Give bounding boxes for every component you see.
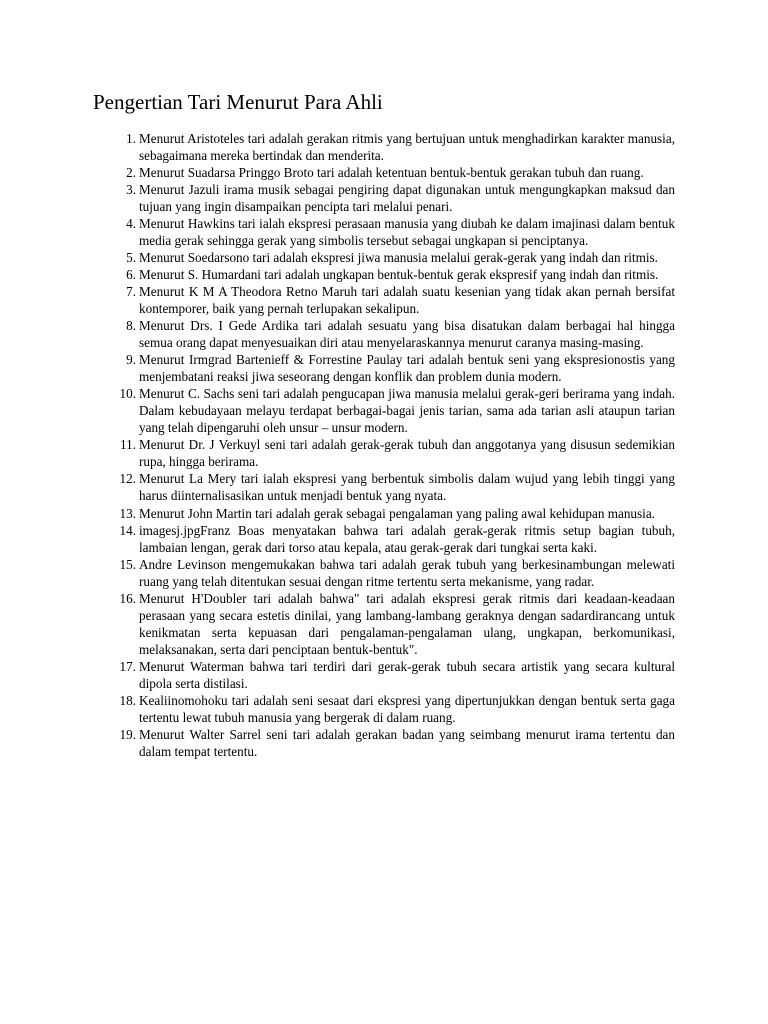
list-item xyxy=(0,215,768,249)
list-item xyxy=(0,522,768,556)
item-number: 4. xyxy=(126,215,136,231)
page-title: Pengertian Tari Menurut Para Ahli xyxy=(93,90,383,114)
list-item xyxy=(0,556,768,590)
list-item xyxy=(0,692,768,726)
item-number: 9. xyxy=(126,352,136,368)
list-item xyxy=(0,436,768,470)
item-text: Menurut Drs. I Gede Ardika tari adalah sesuatu yang bisa disatukan dalam berbagai hal hingga semua orang dapat menyesuaikan diri atau menyelaraskannya menurut caranya masing-masing. xyxy=(139,318,675,351)
item-number: 19. xyxy=(119,727,136,743)
item-text: Menurut Jazuli irama musik sebagai pengiring dapat digunakan untuk mengungkapkan maksud dan tujuan yang ingin disampaikan pencipta tari melalui penari. xyxy=(139,181,675,214)
item-text: Menurut Dr. J Verkuyl seni tari adalah gerak-gerak tubuh dan anggotanya yang disusun sedemikian rupa, hingga berirama. xyxy=(139,437,675,470)
list-item xyxy=(0,351,768,385)
item-text: Menurut Walter Sarrel seni tari adalah gerakan badan yang seimbang menurut irama tertentu dan dalam tempat tertentu. xyxy=(139,727,675,760)
item-number: 5. xyxy=(126,249,136,265)
definition-list xyxy=(0,130,768,761)
list-item xyxy=(0,283,768,317)
item-number: 1. xyxy=(126,130,136,146)
item-text: Menurut Hawkins tari ialah ekspresi perasaan manusia yang diubah ke dalam imajinasi dalam bentuk media gerak sehingga gerak yang simbolis tersebut sebagai ungkapan si penciptanya. xyxy=(139,215,675,248)
item-number: 6. xyxy=(126,266,136,282)
item-number: 3. xyxy=(126,181,136,197)
item-text: Menurut K M A Theodora Retno Maruh tari adalah suatu kesenian yang tidak akan pernah bersifat kontemporer, baik yang pernah terlupakan sekalipun. xyxy=(139,283,675,316)
item-text: Menurut Waterman bahwa tari terdiri dari gerak-gerak tubuh secara artistik yang secara kultural dipola serta distilasi. xyxy=(139,658,675,691)
item-number: 10. xyxy=(119,386,136,402)
item-number: 13. xyxy=(119,505,136,521)
item-number: 15. xyxy=(119,556,136,572)
item-text: imagesj.jpgFranz Boas menyatakan bahwa tari adalah gerak-gerak ritmis setup bagian tubuh, lambaian lengan, gerak dari torso atau kepala, atau gerak-gerak dari tungkai serta kaki. xyxy=(139,522,675,555)
item-number: 11. xyxy=(120,437,136,453)
list-item xyxy=(0,726,768,760)
item-text: Menurut Suadarsa Pringgo Broto tari adalah ketentuan bentuk-bentuk gerakan tubuh dan ruang. xyxy=(139,164,644,180)
list-item xyxy=(0,181,768,215)
list-item xyxy=(0,470,768,504)
list-item xyxy=(0,249,768,266)
list-item xyxy=(0,130,768,164)
item-text: Kealiinomohoku tari adalah seni sesaat dari ekspresi yang dipertunjukkan dengan bentuk serta gaga tertentu lewat tubuh manusia yang bergerak di dalam ruang. xyxy=(139,693,675,726)
item-number: 16. xyxy=(119,590,136,606)
list-item xyxy=(0,505,768,522)
item-text: Menurut John Martin tari adalah gerak sebagai pengalaman yang paling awal kehidupan manusia. xyxy=(139,505,655,521)
list-item xyxy=(0,317,768,351)
item-number: 8. xyxy=(126,318,136,334)
item-number: 2. xyxy=(126,164,136,180)
item-text: Menurut S. Humardani tari adalah ungkapan bentuk-bentuk gerak ekspresif yang indah dan ritmis. xyxy=(139,266,659,282)
item-text: Menurut C. Sachs seni tari adalah pengucapan jiwa manusia melalui gerak-geri berirama yang indah. Dalam kebudayaan melayu terdapat berbagai-bagai jenis tarian, sama ada tarian asli ataupun tarian yang telah dipengaruhi oleh unsur – unsur modern. xyxy=(139,386,675,436)
list-item xyxy=(0,385,768,436)
item-text: Menurut La Mery tari ialah ekspresi yang berbentuk simbolis dalam wujud yang lebih tinggi yang harus diinternalisasikan untuk menjadi bentuk yang nyata. xyxy=(139,471,675,504)
list-item xyxy=(0,590,768,658)
list-item xyxy=(0,658,768,692)
list-item xyxy=(0,266,768,283)
item-number: 18. xyxy=(119,693,136,709)
list-item xyxy=(0,164,768,181)
item-text: Menurut Soedarsono tari adalah ekspresi jiwa manusia melalui gerak-gerak yang indah dan ritmis. xyxy=(139,249,658,265)
item-text: Menurut Irmgrad Bartenieff & Forrestine Paulay tari adalah bentuk seni yang ekspresionostis yang menjembatani reaksi jiwa seseorang dengan konflik dan problem dunia modern. xyxy=(139,352,675,385)
item-number: 14. xyxy=(119,522,136,538)
item-text: Menurut H'Doubler tari adalah bahwa" tari adalah ekspresi gerak ritmis dari keadaan-keadaan perasaan yang secara estetis dinilai, yang lambang-lambang geraknya dengan sadardirancang untuk kenikmatan serta kepuasan dari pengalaman-pengalaman ulang, ungkapan, berkomunikasi, melaksanakan, serta dari penciptaan bentuk-bentuk". xyxy=(139,590,675,657)
item-text: Menurut Aristoteles tari adalah gerakan ritmis yang bertujuan untuk menghadirkan karakter manusia, sebagaimana mereka bertindak dan menderita. xyxy=(139,130,675,163)
item-number: 12. xyxy=(119,471,136,487)
item-text: Andre Levinson mengemukakan bahwa tari adalah gerak tubuh yang berkesinambungan melewati ruang yang telah ditentukan sesuai dengan ritme tertentu serta mekanisme, yang radar. xyxy=(139,556,675,589)
item-number: 7. xyxy=(126,283,136,299)
item-number: 17. xyxy=(119,658,136,674)
